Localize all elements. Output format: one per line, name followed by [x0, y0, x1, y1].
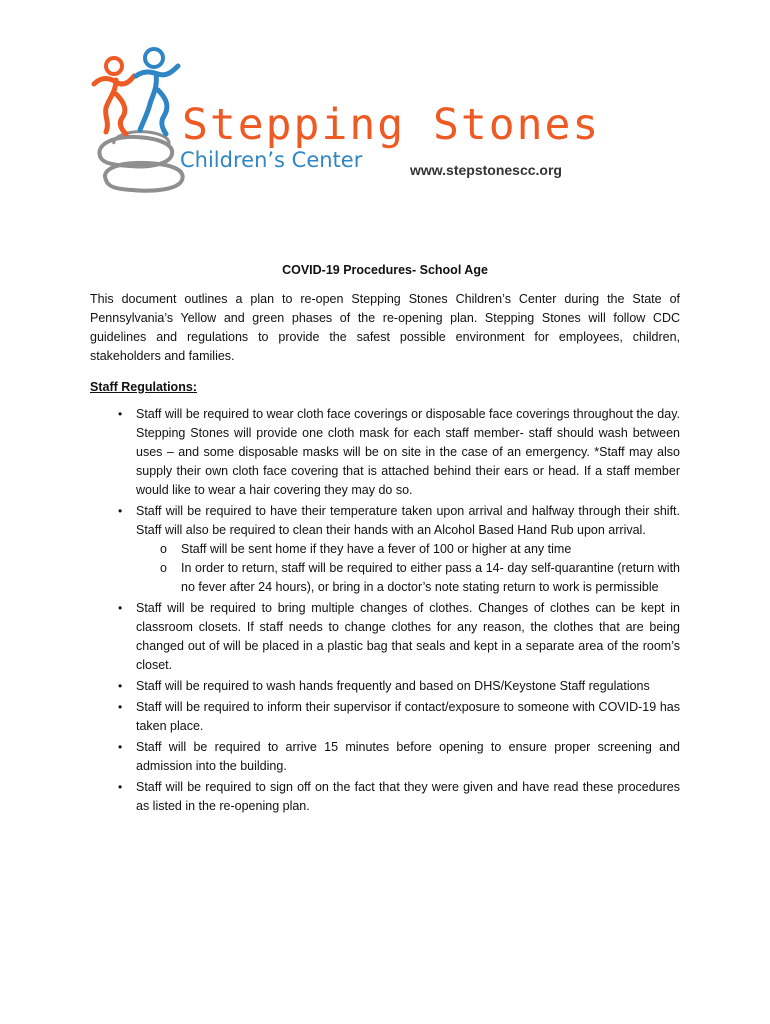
- list-item: [90, 599, 680, 675]
- intro-paragraph: This document outlines a plan to re-open Stepping Stones Children’s Center during the State of Pennsylvania’s Yellow and green phases of the re-opening plan. Stepping Stones will follow CDC guidelines and regulations to provide the safest possible environment for employees, children, stakeholders and families.: [90, 292, 680, 363]
- bullet-icon: •: [118, 601, 123, 615]
- list-item-text: Staff will be required to wash hands frequently and based on DHS/Keystone Staff regulations: [136, 679, 650, 693]
- sub-bullet-icon: o: [160, 542, 167, 556]
- sub-list-item: [136, 559, 680, 597]
- bullet-icon: •: [118, 780, 123, 794]
- staff-regulations-list: [90, 405, 680, 816]
- list-item: [90, 405, 680, 500]
- sub-list: [136, 540, 680, 597]
- list-item-text: Staff will be required to bring multiple changes of clothes. Changes of clothes can be kept in classroom closets. If staff needs to change clothes for any reason, the clothes that are being changed out of will be placed in a plastic bag that seals and kept in a separate area of the room’s closet.: [136, 601, 680, 672]
- list-item-text: Staff will be required to sign off on the fact that they were given and have read these procedures as listed in the re-opening plan.: [136, 780, 680, 813]
- document-title: COVID-19 Procedures- School Age: [282, 263, 488, 277]
- sub-list-item-text: In order to return, staff will be required to either pass a 14- day self-quarantine (return with no fever after 24 hours), or bring in a doctor’s note stating return to work is permissible: [181, 561, 680, 594]
- list-item: [90, 502, 680, 597]
- bullet-icon: •: [118, 700, 123, 714]
- bullet-icon: •: [118, 407, 123, 421]
- website-url: www.stepstonescc.org: [410, 162, 562, 178]
- list-item-text: Staff will be required to inform their supervisor if contact/exposure to someone with COVID-19 has taken place.: [136, 700, 680, 733]
- bullet-icon: •: [118, 679, 123, 693]
- brand-subtitle: Children’s Center: [180, 148, 363, 172]
- list-item-text: Staff will be required to have their temperature taken upon arrival and halfway through their shift. Staff will also be required to clean their hands with an Alcohol Based Hand Rub upon arrival.: [136, 504, 680, 537]
- bullet-icon: •: [118, 504, 123, 518]
- list-item: [90, 738, 680, 776]
- list-item: [90, 698, 680, 736]
- document-body: [90, 290, 680, 818]
- bullet-icon: •: [118, 740, 123, 754]
- sub-list-item-text: Staff will be sent home if they have a fever of 100 or higher at any time: [181, 542, 572, 556]
- brand-name: Stepping Stones: [182, 100, 601, 150]
- list-item: [90, 677, 680, 696]
- list-item-text: Staff will be required to arrive 15 minutes before opening to ensure proper screening and admission into the building.: [136, 740, 680, 773]
- list-item: [90, 778, 680, 816]
- sub-bullet-icon: o: [160, 561, 167, 575]
- sub-list-item: [136, 540, 680, 559]
- section-heading-staff-regulations: Staff Regulations:: [90, 380, 197, 394]
- list-item-text: Staff will be required to wear cloth face coverings or disposable face coverings throughout the day. Stepping Stones will provide one cloth mask for each staff member- staff should wash between uses – and some disposable masks will be on site in the case of an emergency. *Staff may also supply their own cloth face covering that is attached behind their ears or head. If a staff member would like to wear a hair covering they may do so.: [136, 407, 680, 497]
